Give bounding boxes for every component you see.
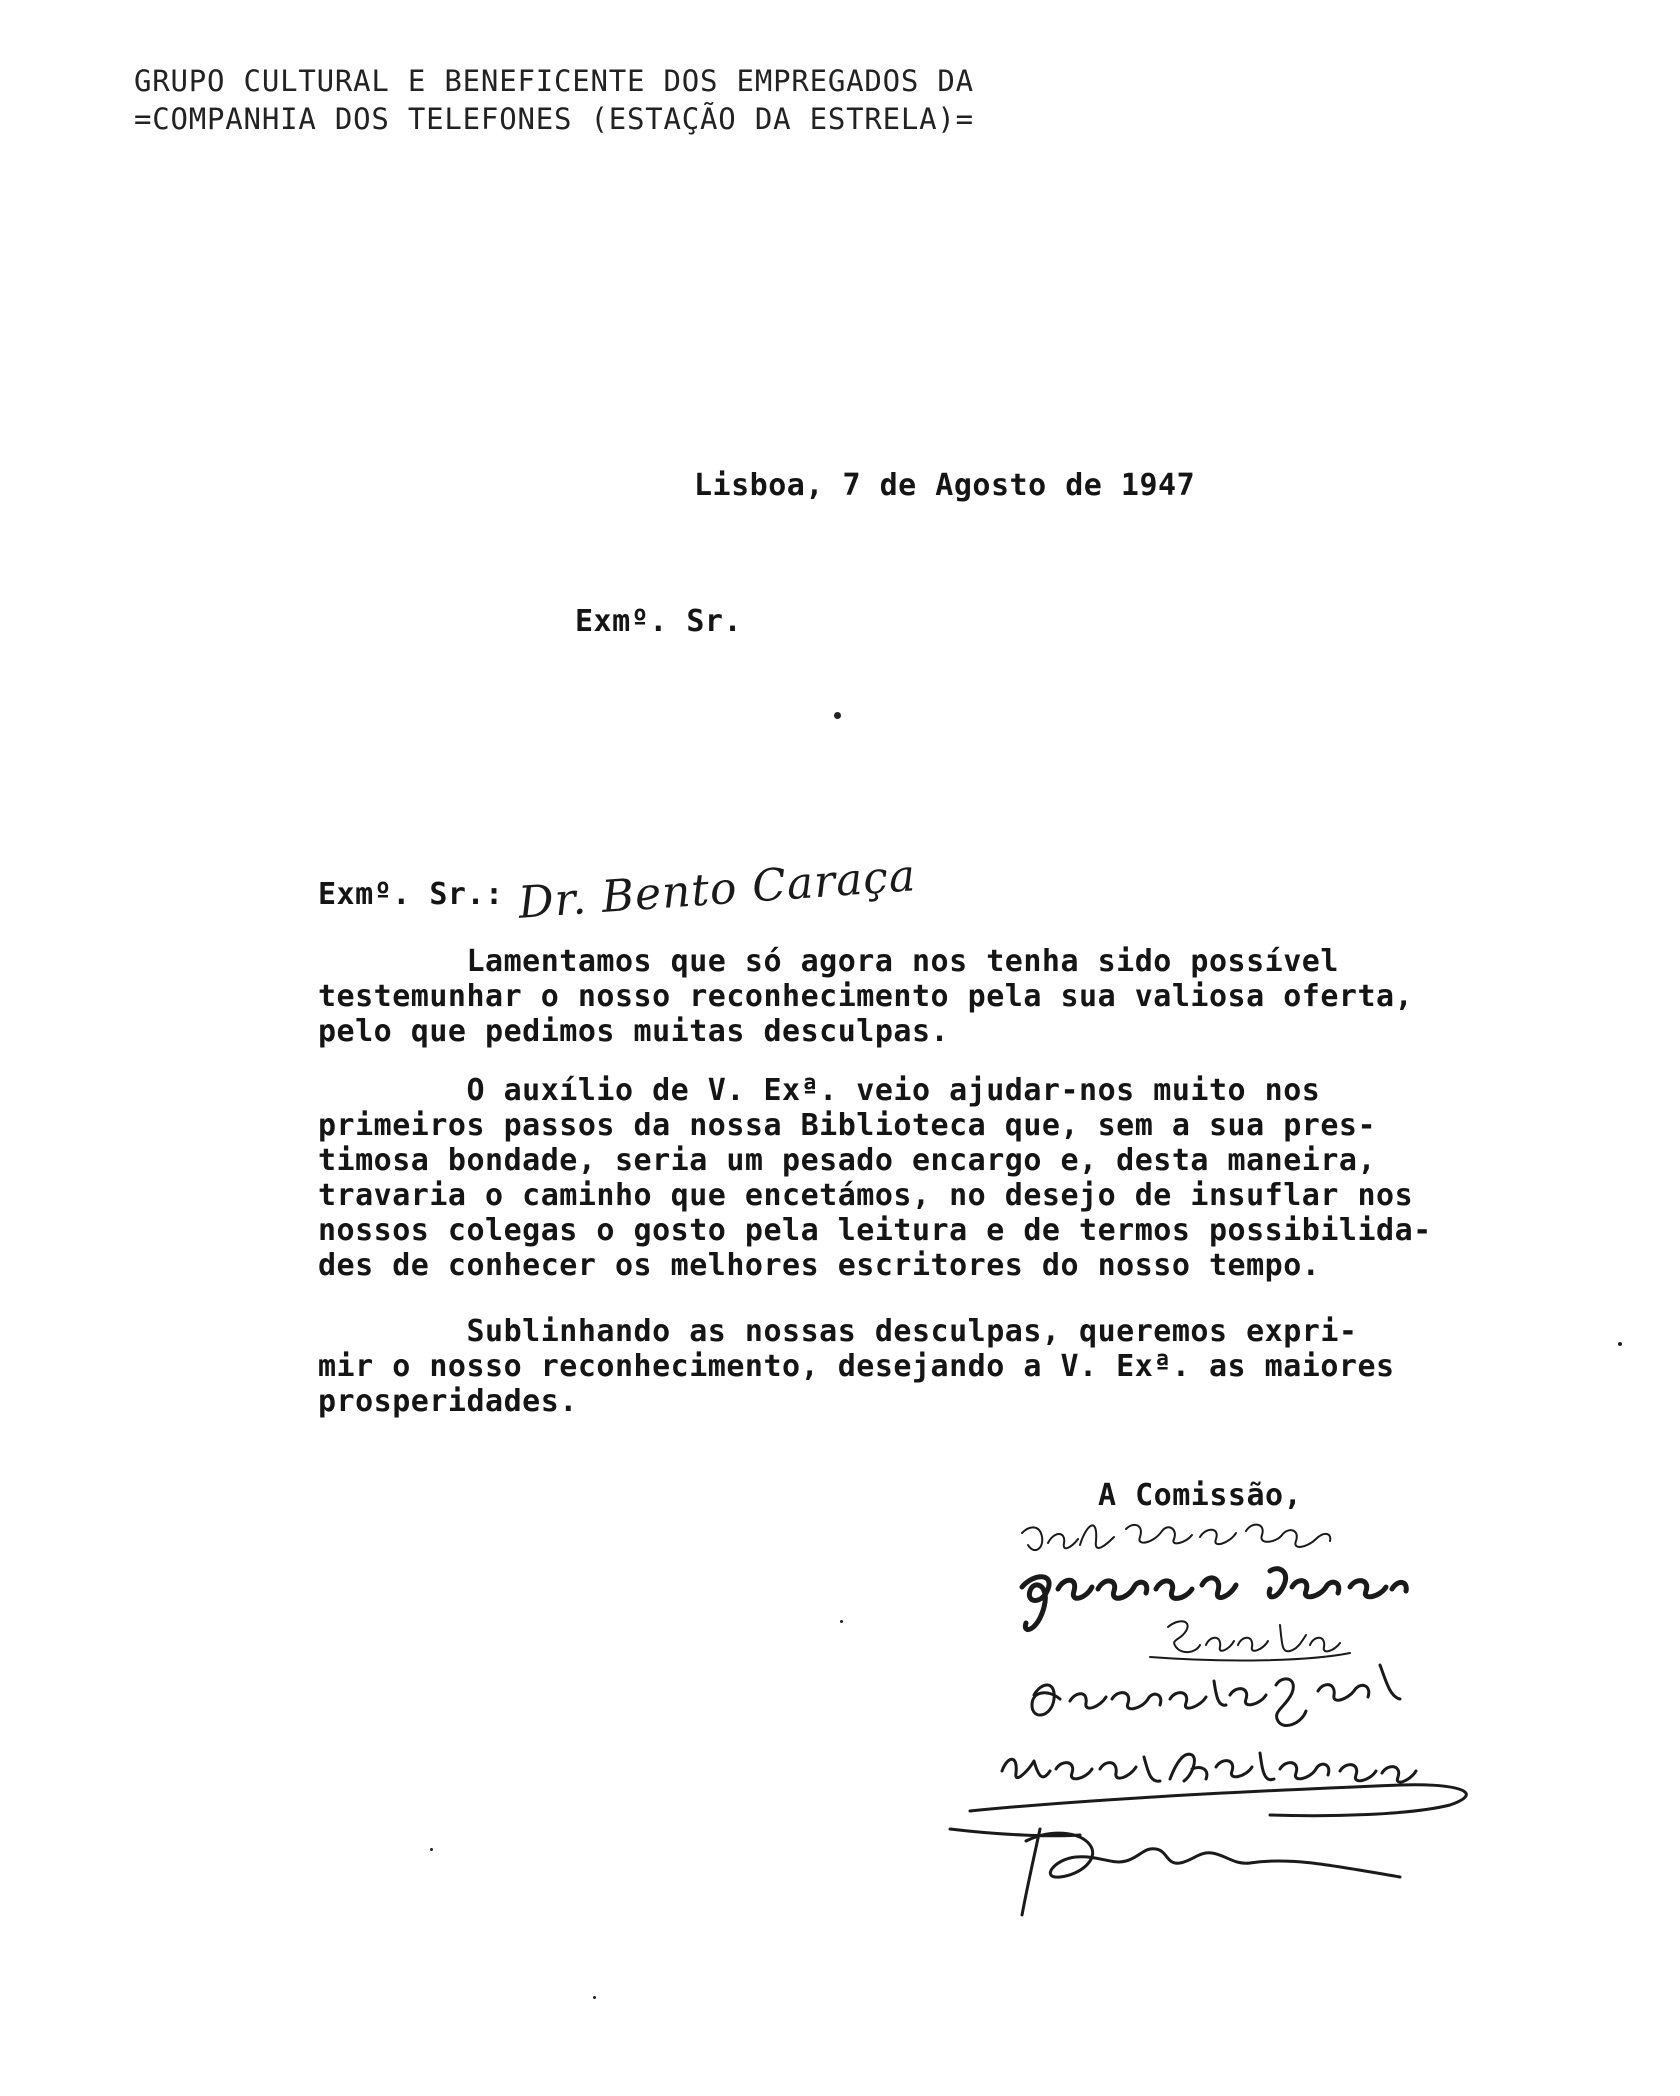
salutation-top: Exmº. Sr. [575,604,743,639]
paragraph-line: primeiros passos da nossa Biblioteca que, sem a sua pres- [318,1108,1377,1143]
signature-1 [1022,1525,1330,1550]
signature-block [930,1485,1570,1945]
salutation-typed: Exmº. Sr.: [318,877,504,912]
ink-speck [840,1620,843,1623]
paragraph-3 [318,1314,1395,1419]
paragraph-2 [318,1073,1432,1283]
paragraph-line: prosperidades. [318,1384,578,1419]
signature-4 [1032,1665,1400,1726]
paragraph-line: Sublinhando as nossas desculpas, queremos expri- [318,1314,1358,1349]
paragraph-line: des de conhecer os melhores escritores do nosso tempo. [318,1248,1321,1283]
closing-line: A Comissão, [1098,1478,1303,1513]
paragraph-line: mir o nosso reconhecimento, desejando a V. Exª. as maiores [318,1349,1395,1384]
paragraph-line: nossos colegas o gosto pela leitura e de termos possibilida- [318,1213,1432,1248]
recipient-handwritten-name: Dr. Bento Caraça [516,850,918,929]
signature-6 [950,1829,1400,1915]
paragraph-line: pelo que pedimos muitas desculpas. [318,1014,950,1049]
letterhead [134,62,974,138]
letterhead-line-1: GRUPO CULTURAL E BENEFICENTE DOS EMPREGADOS DA [134,64,974,98]
signature-2 [1022,1569,1406,1630]
paragraph-line: O auxílio de V. Exª. veio ajudar-nos muito nos [318,1073,1321,1108]
paragraph-line: Lamentamos que só agora nos tenha sido possível [318,944,1339,979]
ink-speck [834,712,841,719]
paragraph-line: testemunhar o nosso reconhecimento pela sua valiosa oferta, [318,979,1414,1014]
paragraph-1 [318,944,1413,1049]
ink-speck [430,1848,433,1851]
letterhead-line-2: =COMPANHIA DOS TELEFONES (ESTAÇÃO DA ESTRELA)= [134,102,974,136]
signature-5 [970,1753,1466,1816]
ink-speck [1618,1342,1622,1346]
ink-speck [593,1996,596,1999]
paragraph-line: timosa bondade, seria um pesado encargo e, desta maneira, [318,1143,1377,1178]
letter-date: Lisboa, 7 de Agosto de 1947 [694,468,1196,503]
handwritten-signatures [930,1485,1570,1945]
signature-3 [1150,1621,1350,1660]
paragraph-line: travaria o caminho que encetámos, no desejo de insuflar nos [318,1178,1414,1213]
salutation [318,850,918,929]
